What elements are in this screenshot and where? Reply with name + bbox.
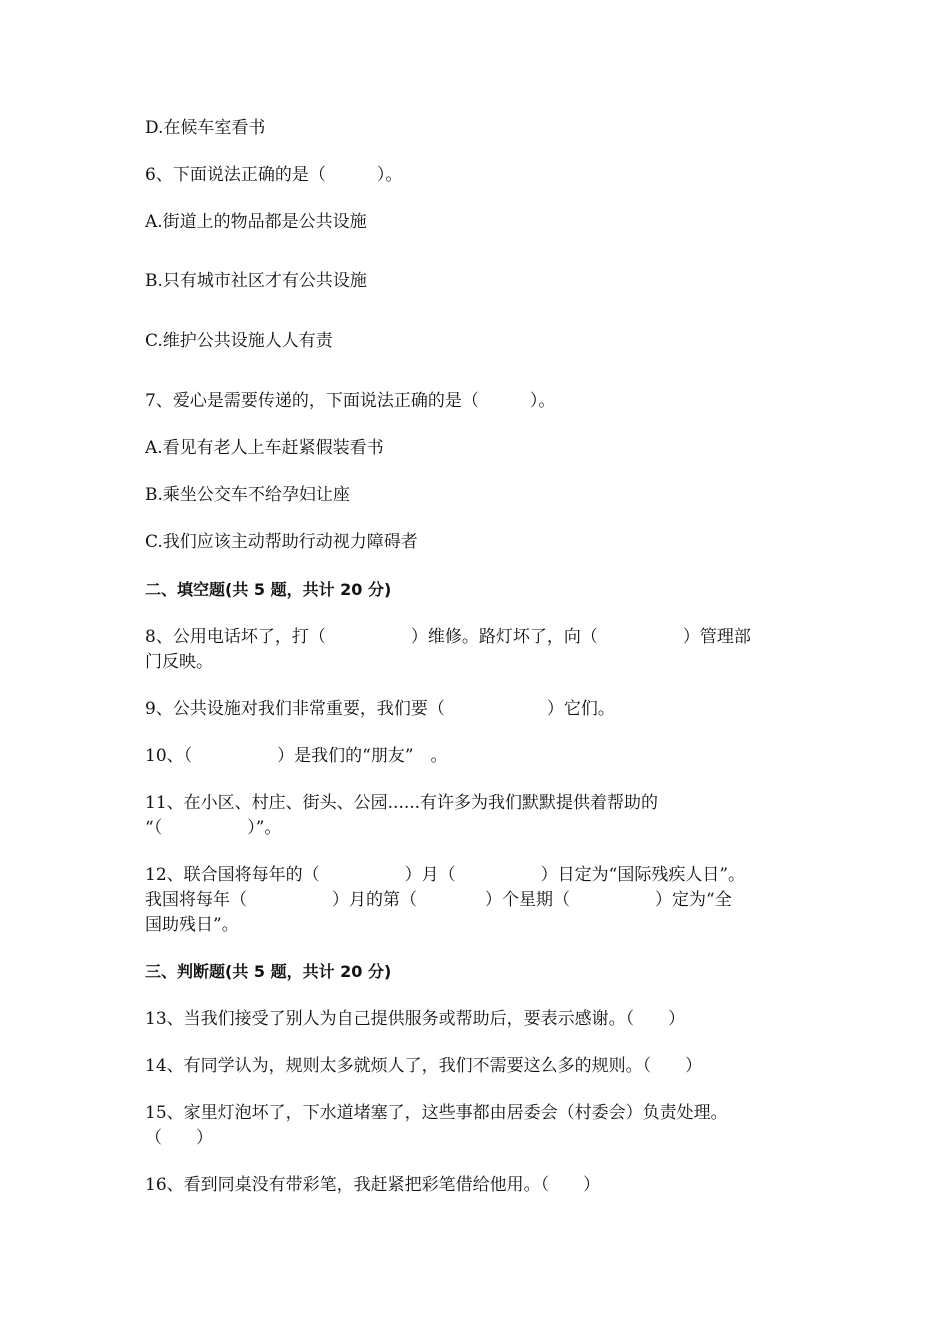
q15-line-2: （ ） bbox=[145, 1128, 213, 1148]
section-3-heading: 三、判断题(共 5 题，共计 20 分) bbox=[145, 962, 392, 981]
q10: 10、（ ）是我们的“朋友” 。 bbox=[145, 746, 448, 766]
q8-line-1: 8、公用电话坏了，打（ ）维修。路灯坏了，向（ ）管理部 bbox=[145, 627, 751, 647]
q7-option-c: C.我们应该主动帮助行动视力障碍者 bbox=[145, 532, 418, 552]
q7-option-a: A.看见有老人上车赶紧假装看书 bbox=[145, 438, 384, 458]
section-2-heading: 二、填空题(共 5 题，共计 20 分) bbox=[145, 580, 392, 599]
q6-option-b: B.只有城市社区才有公共设施 bbox=[145, 271, 367, 291]
q15-line-1: 15、家里灯泡坏了，下水道堵塞了，这些事都由居委会（村委会）负责处理。 bbox=[145, 1103, 728, 1123]
q11-line-1: 11、在小区、村庄、街头、公园......有许多为我们默默提供着帮助的 bbox=[145, 793, 659, 813]
q14: 14、有同学认为，规则太多就烦人了，我们不需要这么多的规则。（ ） bbox=[145, 1056, 703, 1076]
q12-line-1: 12、联合国将每年的（ ）月（ ）日定为“国际残疾人日”。 bbox=[145, 865, 746, 885]
q12-line-3: 国助残日”。 bbox=[145, 915, 239, 935]
q13: 13、当我们接受了别人为自己提供服务或帮助后，要表示感谢。（ ） bbox=[145, 1009, 686, 1029]
q6-option-c: C.维护公共设施人人有责 bbox=[145, 331, 333, 351]
q9: 9、公共设施对我们非常重要，我们要（ ）它们。 bbox=[145, 699, 615, 719]
q16: 16、看到同桌没有带彩笔，我赶紧把彩笔借给他用。（ ） bbox=[145, 1175, 601, 1195]
q12-line-2: 我国将每年（ ）月的第（ ）个星期（ ）定为“全 bbox=[145, 890, 732, 910]
q7-option-b: B.乘坐公交车不给孕妇让座 bbox=[145, 485, 350, 505]
q6-option-a: A.街道上的物品都是公共设施 bbox=[145, 212, 367, 232]
q5-option-d: D.在候车室看书 bbox=[145, 118, 266, 138]
q7-stem: 7、爱心是需要传递的，下面说法正确的是（ ）。 bbox=[145, 391, 556, 411]
q8-line-2: 门反映。 bbox=[145, 652, 213, 672]
q11-line-2: “（ ）”。 bbox=[145, 818, 282, 838]
q6-stem: 6、下面说法正确的是（ ）。 bbox=[145, 165, 403, 185]
